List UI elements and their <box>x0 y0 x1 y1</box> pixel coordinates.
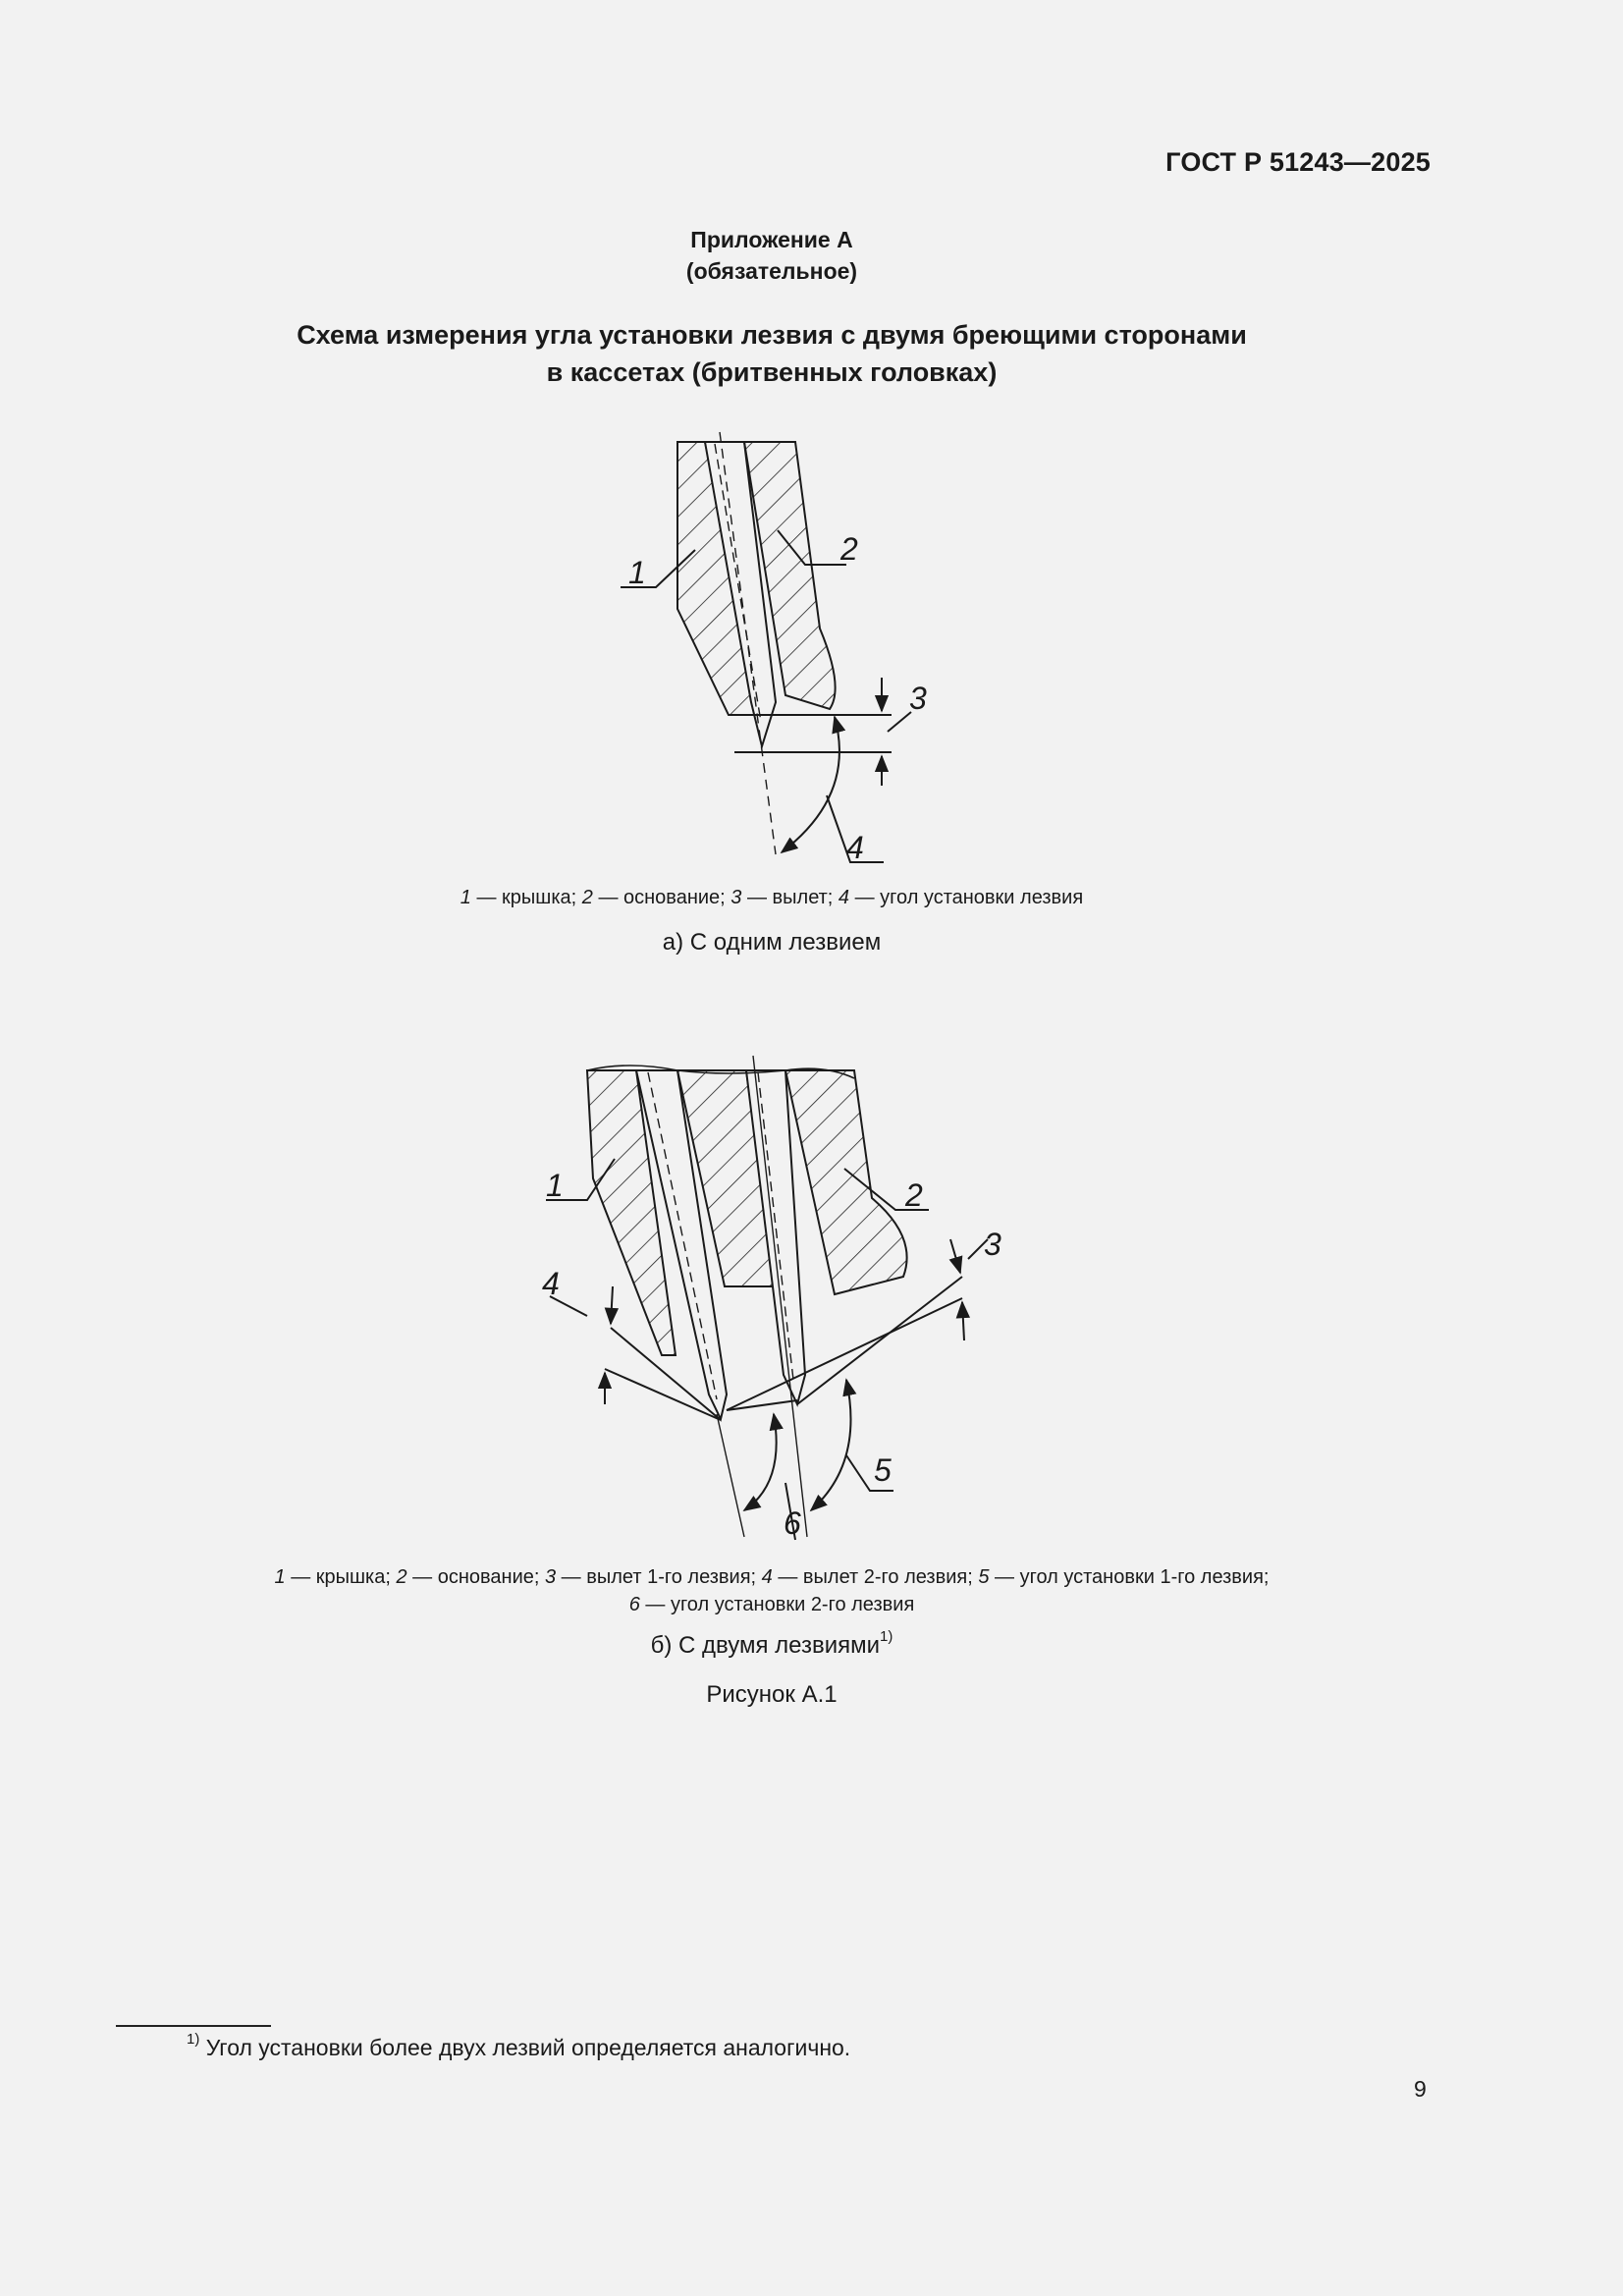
title-line-2: в кассетах (бритвенных головках) <box>546 357 998 387</box>
footnote-ref: 1) <box>880 1628 893 1645</box>
figure-a-label-3: 3 <box>909 681 927 716</box>
figure-a-label-1: 1 <box>628 555 646 590</box>
figure-a-label-2: 2 <box>840 531 858 567</box>
legend-item: 2 — основание; <box>581 887 731 908</box>
legend-item: 4 — вылет 2-го лезвия; <box>761 1566 979 1588</box>
figure-caption: Рисунок А.1 <box>706 1681 838 1708</box>
appendix-title: Приложение А <box>690 227 853 252</box>
figure-a-label-4: 4 <box>846 830 864 865</box>
legend-item: 6 — угол установки 2-го лезвия <box>628 1594 915 1615</box>
footnote <box>187 2031 851 2061</box>
figure-a-legend <box>0 884 1543 911</box>
base-part <box>785 1070 907 1294</box>
figure-a-caption: а) С одним лезвием <box>662 929 882 956</box>
legend-item: 1 — крышка; <box>274 1566 397 1588</box>
footnote-text: Угол установки более двух лезвий определяется аналогично. <box>199 2035 851 2060</box>
figure-b-label-6: 6 <box>784 1505 801 1541</box>
standard-number: ГОСТ Р 51243—2025 <box>1165 147 1431 177</box>
footnote-divider <box>116 2025 271 2027</box>
legend-item: 1 — крышка; <box>460 887 582 908</box>
footnote-mark: 1) <box>187 2031 200 2048</box>
legend-line-2 <box>0 1591 1543 1618</box>
legend-item: 5 — угол установки 1-го лезвия; <box>978 1566 1270 1588</box>
figure-b-label-5: 5 <box>874 1452 892 1488</box>
figure-b-drawing <box>542 1056 1001 1541</box>
legend-item: 4 — угол установки лезвия <box>838 887 1084 908</box>
legend-item: 2 — основание; <box>396 1566 545 1588</box>
figure-b-label-3: 3 <box>984 1227 1001 1262</box>
caption-text: б) С двумя лезвиями <box>650 1632 881 1659</box>
legend-item: 3 — вылет; <box>730 887 839 908</box>
figure-b-caption <box>0 1628 1543 1660</box>
figure-b-label-1: 1 <box>546 1168 564 1203</box>
figure-b-legend <box>0 1563 1543 1618</box>
legend-line-1 <box>0 1563 1543 1591</box>
title-line-1: Схема измерения угла установки лезвия с двумя бреющими сторонами <box>297 320 1247 350</box>
figure-b-label-2: 2 <box>905 1177 923 1213</box>
figure-a-drawing <box>621 432 927 865</box>
legend-item: 3 — вылет 1-го лезвия; <box>545 1566 762 1588</box>
appendix-status: (обязательное) <box>685 258 858 284</box>
page-number: 9 <box>1414 2076 1427 2102</box>
figure-b-label-4: 4 <box>542 1266 560 1301</box>
